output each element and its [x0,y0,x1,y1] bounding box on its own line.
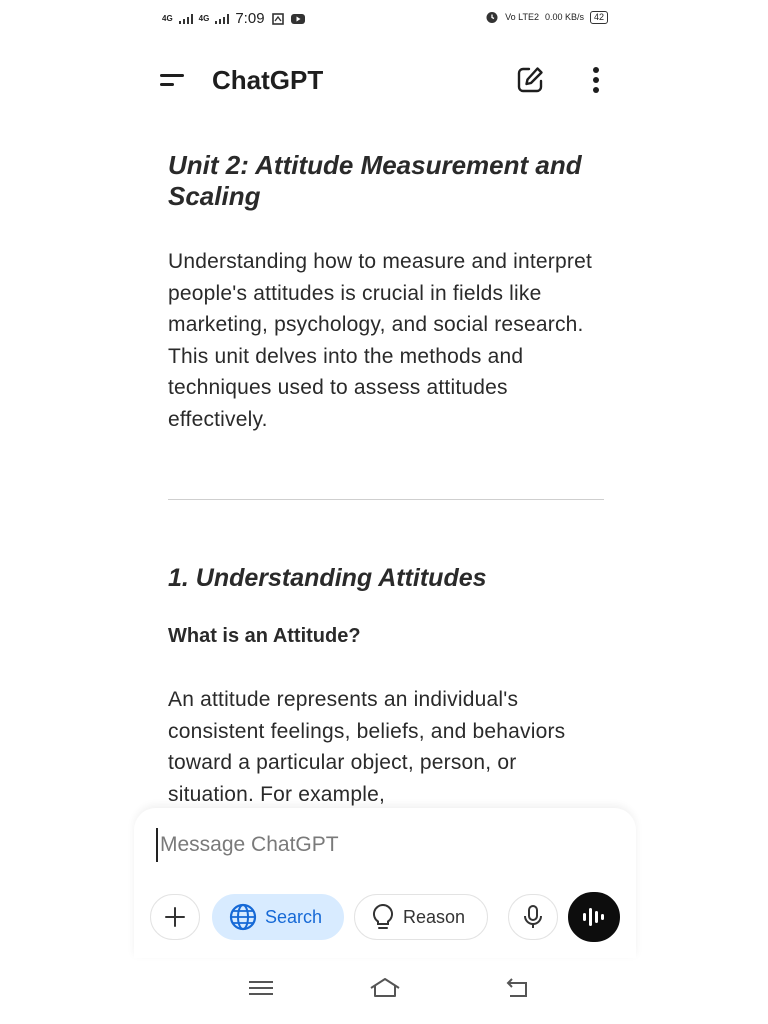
signal-bars-icon [179,14,193,24]
volte-indicator: Vo LTE2 [505,12,539,22]
microphone-icon [522,904,544,930]
more-options-icon[interactable] [582,64,610,96]
recent-apps-icon[interactable] [246,974,276,1002]
back-icon[interactable] [502,974,532,1002]
voice-waveform-icon [580,905,608,929]
lightbulb-icon [371,903,395,931]
battery-icon: 42 [590,11,608,24]
dictate-button[interactable] [508,894,558,940]
youtube-icon [291,13,305,25]
attach-button[interactable] [150,894,200,940]
signal-bars-icon [215,14,229,24]
status-time: 7:09 [235,10,265,27]
section-heading: 1. Understanding Attitudes [168,564,487,592]
chat-message-content [168,150,604,810]
intro-paragraph: Understanding how to measure and interpret people's attitudes is crucial in fields like marketing, psychology, and social research. This unit delves into the methods and techniques used to assess attitudes effectively. [168,250,592,431]
home-icon[interactable] [368,974,402,1002]
globe-icon [229,903,257,931]
alarm-icon [485,10,499,24]
unit-heading: Unit 2: Attitude Measurement and Scaling [168,150,582,211]
new-chat-icon[interactable] [514,64,546,96]
menu-icon[interactable] [158,68,188,92]
plus-icon [164,906,186,928]
system-nav-bar [134,968,636,1008]
status-right [485,10,608,24]
message-input[interactable] [156,828,602,862]
screenshot-icon [271,12,285,26]
reason-button[interactable] [354,894,488,940]
sim2-signal-icon: 4G [198,13,210,23]
app-title: ChatGPT [212,65,324,95]
subheading: What is an Attitude? [168,625,361,647]
search-label: Search [265,906,323,927]
sim1-signal-icon: 4G [162,13,173,23]
message-composer [134,808,636,958]
reason-label: Reason [403,906,466,927]
body-paragraph: An attitude represents an individual's consistent feelings, beliefs, and behaviors toward a particular object, person, or situation. For example, [168,688,566,806]
status-bar [134,0,636,36]
voice-mode-button[interactable] [568,892,620,942]
app-header [134,52,636,108]
search-button[interactable] [212,894,344,940]
status-left [162,10,305,27]
network-speed: 0.00 KB/s [544,12,584,22]
phone-screen [134,0,636,1024]
